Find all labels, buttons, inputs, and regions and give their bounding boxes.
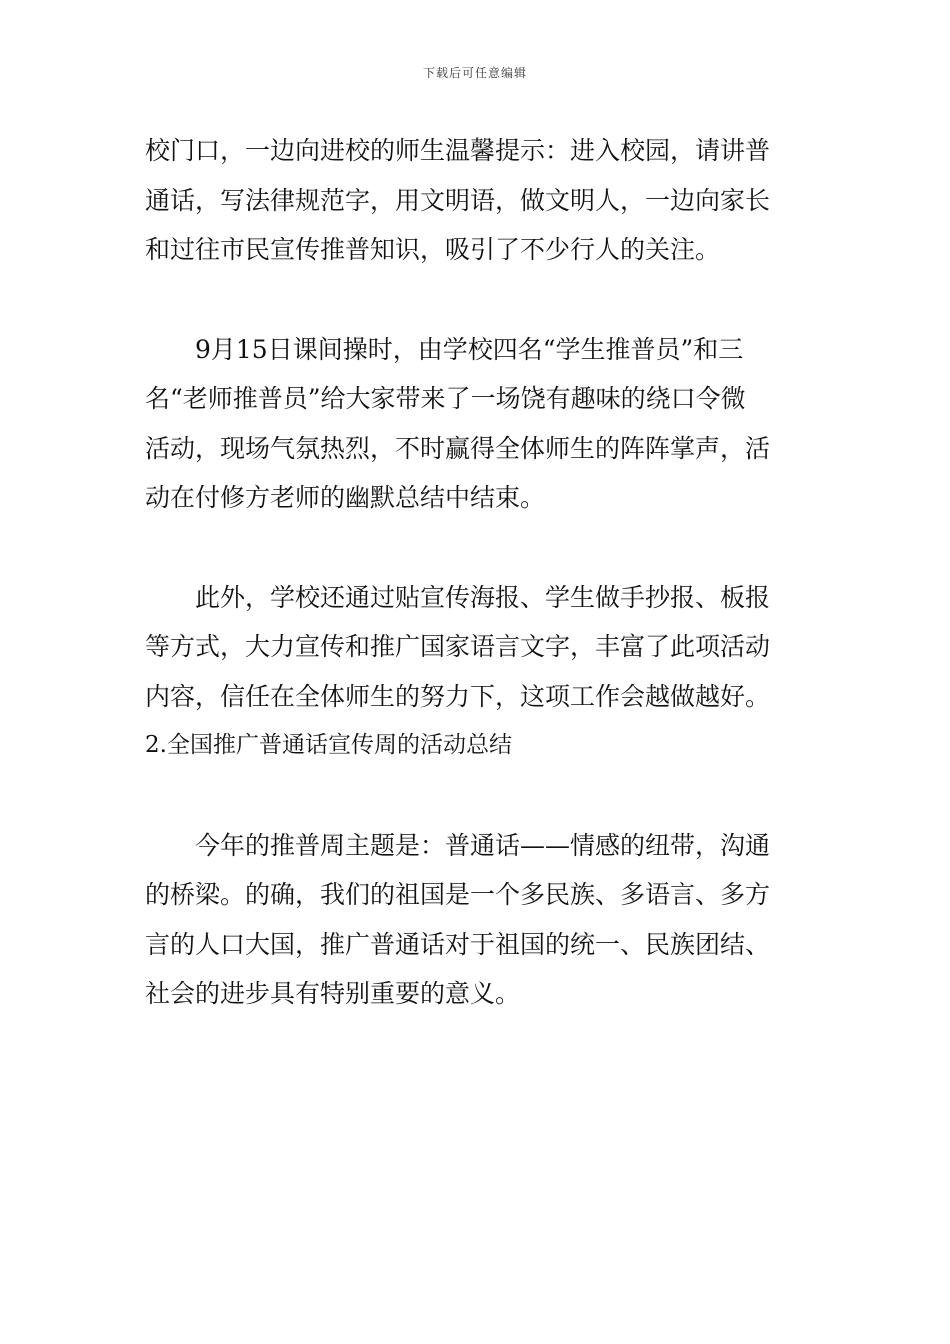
text-line: 此外，学校还通过贴宣传海报、学生做手抄报、板报 [195,582,771,612]
text-line: 活动，现场气氛热烈，不时赢得全体师生的阵阵掌声，活 [145,433,771,463]
text-line: 动在付修方老师的幽默总结中结束。 [145,483,546,512]
section-heading: 2.全国推广普通话宣传周的活动总结 [145,732,512,758]
document-body [145,126,815,1019]
text-line: 内容，信任在全体师生的努力下，这项工作会越做越好。 [145,681,771,711]
paragraph-recess-activity [145,325,815,523]
paragraph-theme [145,821,815,1019]
text-line: 的桥梁。的确，我们的祖国是一个多民族、多语言、多方 [145,880,771,909]
text-line: 和过往市民宣传推普知识，吸引了不少行人的关注。 [145,235,721,264]
text-line: 等方式，大力宣传和推广国家语言文字，丰富了此项活动 [145,632,771,661]
text-line: 言的人口大国，推广普通话对于祖国的统一、民族团结、 [145,929,771,959]
paragraph-school-gate [145,126,815,275]
page-header-note: 下载后可任意编辑 [422,66,527,80]
text-line: 校门口，一边向进校的师生温馨提示：进入校园，请讲普 [145,136,771,165]
paragraph-posters [145,573,815,722]
text-line: 名“老师推普员”给大家带来了一场饶有趣味的绕口令微 [145,384,746,413]
text-line: 今年的推普周主题是：普通话——情感的纽带，沟通 [195,830,771,860]
text-line: 通话，写法律规范字，用文明语，做文明人，一边向家长 [145,185,771,215]
text-line: 9月15日课间操时，由学校四名“学生推普员”和三 [195,334,744,364]
text-line: 社会的进步具有特别重要的意义。 [145,979,521,1008]
